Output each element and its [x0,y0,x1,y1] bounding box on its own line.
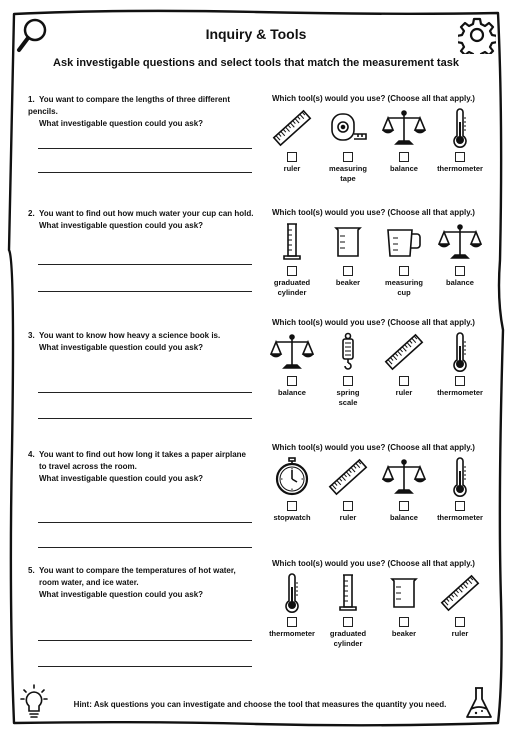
question-line [28,565,260,577]
question-line [28,449,260,461]
question-number: 5. [28,566,35,575]
tool-checkbox[interactable] [399,617,409,627]
tool-checkbox[interactable] [455,152,465,162]
question-line: What investigable question could you ask? [39,119,204,128]
tool-option-balance [432,222,488,288]
tool-label: cylinder [277,288,307,297]
tool-label: ruler [451,629,469,638]
answer-line-1[interactable] [38,148,252,149]
balance-icon [432,222,488,262]
question-line: to travel across the room. [39,462,137,471]
tool-label: thermometer [437,164,483,173]
answer-line-2[interactable] [38,418,252,419]
graduated-cylinder-icon [264,222,320,262]
tool-option-stopwatch [264,457,320,523]
tool-label: beaker [335,278,361,287]
tool-checkbox[interactable] [343,152,353,162]
balance-icon [264,332,320,372]
tool-label: thermometer [269,629,315,638]
tool-choice-prompt: Which tool(s) would you use? (Choose all that apply.) [272,208,475,217]
question-line-text: You want to know how heavy a science book is. [39,331,221,340]
question-line: room water, and ice water. [39,578,139,587]
tool-option-balance [264,332,320,398]
tool-label: ruler [283,164,301,173]
ruler-icon [264,108,320,148]
graduated-cylinder-icon [320,573,376,613]
tool-option-ruler [376,332,432,398]
tool-option-spring-scale [320,332,376,408]
tool-label: spring [336,388,360,397]
tool-option-graduated-cylinder [264,222,320,298]
tool-label: beaker [391,629,417,638]
lightbulb-icon [20,683,48,723]
balance-icon [376,108,432,148]
page-subtitle: Ask investigable questions and select tools that match the measurement task [53,57,459,69]
question-line: What investigable question could you ask? [39,343,204,352]
tool-label: tape [340,174,356,183]
tool-checkbox[interactable] [399,266,409,276]
tool-option-thermometer [432,108,488,174]
question-line: What investigable question could you ask? [39,221,204,230]
question-number: 2. [28,209,35,218]
tool-option-beaker [320,222,376,288]
thermometer-icon [264,573,320,613]
question-5-text [28,565,260,601]
answer-line-2[interactable] [38,172,252,173]
tool-option-ruler [320,457,376,523]
tool-option-thermometer [264,573,320,639]
tool-label: balance [446,278,474,287]
tool-option-balance [376,108,432,174]
tool-checkbox[interactable] [455,266,465,276]
tool-choice-prompt: Which tool(s) would you use? (Choose all that apply.) [272,94,475,103]
tool-label: graduated [273,278,311,287]
ruler-icon [376,332,432,372]
tool-option-ruler [432,573,488,639]
tool-label: balance [390,164,418,173]
tool-label: balance [390,513,418,522]
tool-option-graduated-cylinder [320,573,376,649]
answer-line-1[interactable] [38,264,252,265]
tool-label: ruler [395,388,413,397]
question-line-text: You want to find out how much water your cup can hold. [39,209,254,218]
tool-checkbox[interactable] [455,376,465,386]
tool-label: thermometer [437,388,483,397]
tool-option-beaker [376,573,432,639]
question-line [28,94,260,118]
question-1-text [28,94,260,130]
tool-label: measuring [329,164,367,173]
tool-checkbox[interactable] [399,152,409,162]
tool-option-thermometer [432,457,488,523]
answer-line-1[interactable] [38,522,252,523]
tool-checkbox[interactable] [343,501,353,511]
tool-checkbox[interactable] [287,376,297,386]
tool-checkbox[interactable] [343,266,353,276]
tool-checkbox[interactable] [455,501,465,511]
question-2-text [28,208,260,232]
tool-choice-prompt: Which tool(s) would you use? (Choose all that apply.) [272,559,475,568]
page-title: Inquiry & Tools [205,26,307,42]
tool-checkbox[interactable] [399,501,409,511]
answer-line-2[interactable] [38,291,252,292]
flask-icon [464,684,494,722]
hint-text: Hint: Ask questions you can investigate and choose the tool that measures the quantity you need. [73,700,447,709]
question-number: 1. [28,95,35,104]
question-line [28,330,260,342]
tool-checkbox[interactable] [399,376,409,386]
tool-label: scale [338,398,358,407]
tool-checkbox[interactable] [455,617,465,627]
balance-icon [376,457,432,497]
tool-checkbox[interactable] [287,617,297,627]
question-line [28,208,260,220]
question-line: What investigable question could you ask? [39,474,204,483]
stopwatch-icon [264,457,320,497]
question-number: 4. [28,450,35,459]
tool-checkbox[interactable] [343,617,353,627]
beaker-icon [320,222,376,262]
tool-label: ruler [339,513,357,522]
measuring-tape-icon [320,108,376,148]
thermometer-icon [432,457,488,497]
tool-label: thermometer [437,513,483,522]
tool-checkbox[interactable] [343,376,353,386]
tool-label: measuring [385,278,423,287]
tool-option-ruler [264,108,320,174]
question-line-text: You want to compare the temperatures of hot water, [39,566,236,575]
tool-label: balance [278,388,306,397]
tool-label: cylinder [333,639,363,648]
spring-scale-icon [320,332,376,372]
tool-label: stopwatch [273,513,311,522]
question-3-text [28,330,260,354]
tool-choice-prompt: Which tool(s) would you use? (Choose all that apply.) [272,318,475,327]
tool-option-thermometer [432,332,488,398]
answer-line-1[interactable] [38,640,252,641]
question-line: What investigable question could you ask? [39,590,204,599]
answer-line-1[interactable] [38,392,252,393]
tool-checkbox[interactable] [287,501,297,511]
tool-option-measuring-tape [320,108,376,184]
question-number: 3. [28,331,35,340]
thermometer-icon [432,332,488,372]
tool-option-balance [376,457,432,523]
tool-checkbox[interactable] [287,152,297,162]
answer-line-2[interactable] [38,547,252,548]
question-line-text: You want to compare the lengths of three different pencils. [28,95,230,116]
tool-label: graduated [329,629,367,638]
answer-line-2[interactable] [38,666,252,667]
tool-label: cup [397,288,411,297]
thermometer-icon [432,108,488,148]
ruler-icon [320,457,376,497]
measuring-cup-icon [376,222,432,262]
question-4-text [28,449,260,485]
tool-option-measuring-cup [376,222,432,298]
beaker-icon [376,573,432,613]
question-line-text: You want to find out how long it takes a paper airplane [39,450,246,459]
tool-checkbox[interactable] [287,266,297,276]
ruler-icon [432,573,488,613]
tool-choice-prompt: Which tool(s) would you use? (Choose all that apply.) [272,443,475,452]
